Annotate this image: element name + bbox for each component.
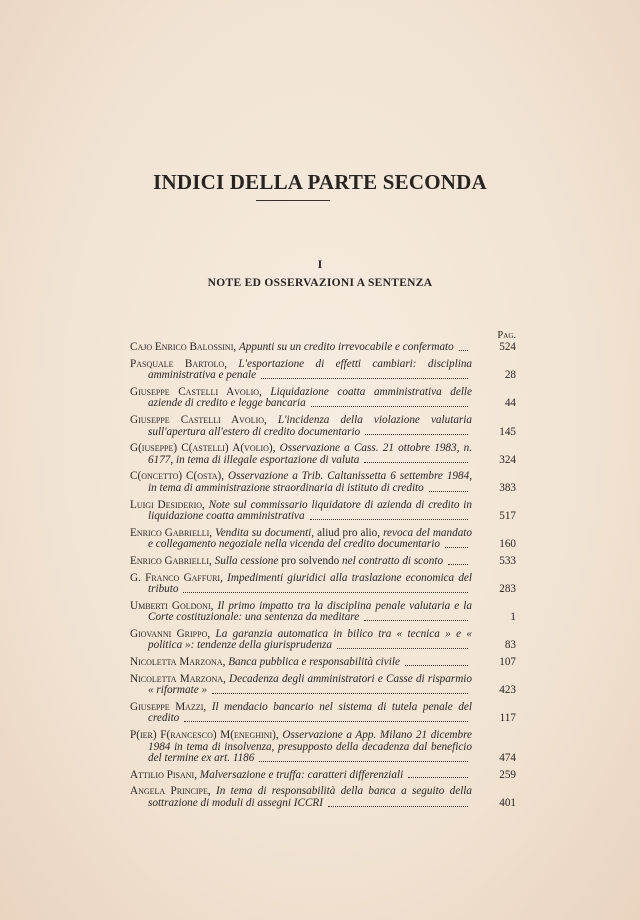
entry-text: Angela Principe, In tema di responsabilità della banca a seguito della sottrazione di moduli di assegni ICCRI — [130, 785, 473, 809]
entry-title-segment: Sulla cessione — [214, 554, 279, 567]
index-entry — [130, 786, 516, 809]
entry-page-number: 107 — [499, 656, 516, 669]
index-list — [130, 330, 516, 815]
page-column-label: Pag. — [497, 330, 516, 341]
dot-leader — [212, 693, 468, 694]
dot-leader — [429, 491, 468, 492]
index-entry — [130, 573, 516, 596]
index-entry — [130, 657, 516, 669]
dot-leader — [337, 648, 468, 649]
dot-leader — [364, 462, 468, 463]
dot-leader — [184, 721, 468, 722]
entry-text: Giuseppe Castelli Avolio, Liquidazione coatta amministrativa delle aziende di credito e legge bancaria — [130, 385, 472, 410]
entry-title-segment: In tema di responsabilità della banca a seguito della sottrazione di moduli di assegni ICCRI — [148, 785, 473, 809]
index-entry — [130, 702, 516, 725]
dot-leader — [405, 665, 468, 666]
entry-author: Enrico Gabrielli — [130, 526, 210, 539]
entry-text: Luigi Desiderio, Note sul commissario liquidatore di azienda di credito in liquidazione coatta amministrativa — [130, 498, 472, 523]
entry-page-number: 524 — [499, 341, 516, 353]
dot-leader — [448, 564, 468, 565]
index-entry — [130, 415, 516, 438]
index-entry — [130, 730, 516, 765]
entry-text: G(iuseppe) C(astelli) A(volio), Osservazione a Cass. 21 ottobre 1983, n. 6177, in tema di illegale esportazione di valuta — [130, 442, 472, 466]
index-entry — [130, 629, 516, 652]
entry-title-segment: aliud pro alio, — [314, 526, 384, 539]
entry-title-segment: nel contratto di sconto — [342, 554, 444, 567]
entry-title-segment: Banca pubblica e responsabilità civile — [228, 656, 400, 669]
entry-title-segment: Osservazione a Trib. Caltanissetta 6 settembre 1984, in tema di amministrazione straordinaria di istituto di credito — [148, 470, 473, 494]
entry-page-number: 533 — [499, 554, 516, 567]
entry-author: G(iuseppe) C(astelli) A(volio) — [130, 442, 273, 455]
entry-text: Attilio Pisani, Malversazione e truffa: caratteri differenziali — [130, 770, 472, 782]
entry-author: C(oncetto) C(osta) — [130, 470, 222, 483]
dot-leader — [183, 592, 468, 593]
dot-leader — [261, 378, 468, 379]
index-entry — [130, 674, 516, 697]
entry-author: Nicoletta Marzona — [130, 672, 224, 685]
entry-title-segment: La garanzia automatica in bilico tra « tecnica » e « politica »: tendenze della giurisprudenza — [148, 627, 472, 652]
entry-author: Umberti Goldoni — [130, 599, 211, 612]
index-entry — [130, 601, 516, 624]
index-entry — [130, 387, 516, 410]
index-entry — [130, 528, 516, 551]
entry-page-number: 401 — [499, 797, 516, 809]
entry-title-segment: pro solvendo — [278, 554, 343, 567]
entry-author: Enrico Gabrielli — [130, 554, 210, 567]
dot-leader — [364, 620, 468, 621]
entry-text: P(ier) F(rancesco) M(eneghini), Osservazione a App. Milano 21 dicembre 1984 in tema di insolvenza, presupposto della decadenza dal beneficio del termine ex art. 1186 — [130, 729, 472, 765]
entry-text: Giovanni Grippo, La garanzia automatica in bilico tra « tecnica » e « politica »: tendenze della giurisprudenza — [130, 627, 472, 652]
dot-leader — [445, 547, 468, 548]
entry-author: Pasquale Bartolo — [130, 357, 225, 370]
entry-author: Cajo Enrico Balossini — [130, 341, 234, 353]
entry-text: Nicoletta Marzona, Banca pubblica e responsabilità civile — [130, 657, 472, 669]
entry-text: Umberti Goldoni, Il primo impatto tra la disciplina penale valutaria e la Corte costituzionale: una sentenza da meditare — [130, 599, 473, 624]
entry-text: Enrico Gabrielli, Vendita su documenti, aliud pro alio, revoca del mandato e collegamento negoziale nella vicenda del credito documentario — [130, 526, 473, 551]
dot-leader — [408, 777, 468, 778]
entry-page-number: 83 — [504, 639, 516, 652]
entry-title-segment: revoca del mandato e collegamento negoziale nella vicenda del credito documentario — [148, 526, 473, 551]
entry-text: Pasquale Bartolo, L'esportazione di effetti cambiari: disciplina amministrativa e penale — [130, 357, 473, 382]
entry-text: Enrico Gabrielli, Sulla cessione pro solvendo nel contratto di sconto — [130, 556, 472, 568]
entry-page-number: 44 — [504, 397, 516, 410]
dot-leader — [310, 519, 468, 520]
dot-leader — [365, 434, 468, 435]
index-entry — [130, 500, 516, 523]
entry-title-segment: Malversazione e truffa: caratteri differenziali — [199, 768, 404, 781]
entry-text: C(oncetto) C(osta), Osservazione a Trib. Caltanissetta 6 settembre 1984, in tema di amministrazione straordinaria di istituto di credito — [130, 470, 473, 494]
title-underline — [256, 200, 330, 201]
entry-author: Giuseppe Castelli Avolio — [130, 385, 260, 398]
entry-title-segment: Osservazione a App. Milano 21 dicembre 1984 in tema di insolvenza, presupposto della decadenza dal beneficio del termine ex art. 1186 — [148, 729, 472, 765]
index-entry — [130, 770, 516, 782]
section-title: NOTE ED OSSERVAZIONI A SENTENZA — [207, 277, 433, 289]
entry-title-segment: Appunti su un credito irrevocabile e confermato — [238, 341, 454, 353]
entry-page-number: 423 — [499, 684, 516, 697]
entry-title-segment: Liquidazione coatta amministrativa delle aziende di credito e legge bancaria — [148, 385, 472, 410]
index-entry — [130, 359, 516, 382]
entry-author: Nicoletta Marzona — [130, 656, 223, 669]
page-title: INDICI DELLA PARTE SECONDA — [153, 170, 487, 194]
entry-title-segment: Vendita su documenti, — [215, 526, 315, 539]
entry-page-number: 474 — [499, 752, 516, 765]
dot-leader — [459, 350, 468, 351]
entry-author: Luigi Desiderio — [130, 498, 203, 511]
entry-page-number: 324 — [499, 453, 516, 466]
entry-page-number: 517 — [499, 510, 516, 523]
entry-text: Cajo Enrico Balossini, Appunti su un credito irrevocabile e confermato — [130, 342, 472, 354]
index-entry — [130, 556, 516, 568]
entry-page-number: 160 — [499, 538, 516, 551]
entry-page-number: 259 — [499, 768, 516, 781]
entry-author: Giuseppe Castelli Avolio — [130, 413, 265, 426]
entry-title-segment: Osservazione a Cass. 21 ottobre 1983, n. 6177, in tema di illegale esportazione di valuta — [148, 442, 472, 466]
entry-author: Giuseppe Mazzi — [130, 700, 204, 713]
dot-leader — [311, 406, 468, 407]
entry-title-segment: Il primo impatto tra la disciplina penale valutaria e la Corte costituzionale: una sentenza da meditare — [148, 599, 473, 624]
entry-text: G. Franco Gaffuri, Impedimenti giuridici alla traslazione economica del tributo — [130, 571, 473, 596]
entry-title-segment: L'incidenza della violazione valutaria sull'apertura all'estero di credito documentario — [148, 413, 472, 438]
entry-title-segment: Note sul commissario liquidatore di azienda di credito in liquidazione coatta amministrativa — [148, 498, 472, 523]
entry-text: Nicoletta Marzona, Decadenza degli amministratori e Casse di risparmio « riformate » — [130, 672, 472, 697]
entry-author: G. Franco Gaffuri — [130, 571, 221, 584]
entry-title-segment: L'esportazione di effetti cambiari: disciplina amministrativa e penale — [148, 357, 473, 382]
entry-page-number: 145 — [499, 425, 516, 438]
entry-page-number: 1 — [510, 611, 516, 624]
index-entry — [130, 342, 516, 354]
entry-author: Angela Principe — [130, 785, 208, 798]
entry-text: Giuseppe Mazzi, Il mendacio bancario nel sistema di tutela penale del credito — [130, 700, 472, 725]
entry-text: Giuseppe Castelli Avolio, L'incidenza della violazione valutaria sull'apertura all'estero di credito documentario — [130, 413, 472, 438]
index-entry — [130, 471, 516, 494]
entry-page-number: 117 — [499, 712, 516, 725]
entry-author: Giovanni Grippo — [130, 627, 208, 640]
entry-page-number: 383 — [499, 481, 516, 494]
entry-title-segment: Il mendacio bancario nel sistema di tutela penale del credito — [148, 700, 472, 725]
entry-title-segment: Decadenza degli amministratori e Casse di risparmio « riformate » — [148, 672, 472, 697]
entry-title-segment: Impedimenti giuridici alla traslazione economica del tributo — [148, 571, 473, 596]
dot-leader — [328, 806, 468, 807]
section-number: I — [317, 257, 323, 271]
entry-author: P(ier) F(rancesco) M(eneghini) — [130, 729, 276, 742]
entry-author: Attilio Pisani — [130, 768, 195, 781]
index-entry — [130, 443, 516, 466]
dot-leader — [259, 761, 468, 762]
entry-page-number: 28 — [504, 369, 516, 382]
entry-page-number: 283 — [499, 583, 516, 596]
